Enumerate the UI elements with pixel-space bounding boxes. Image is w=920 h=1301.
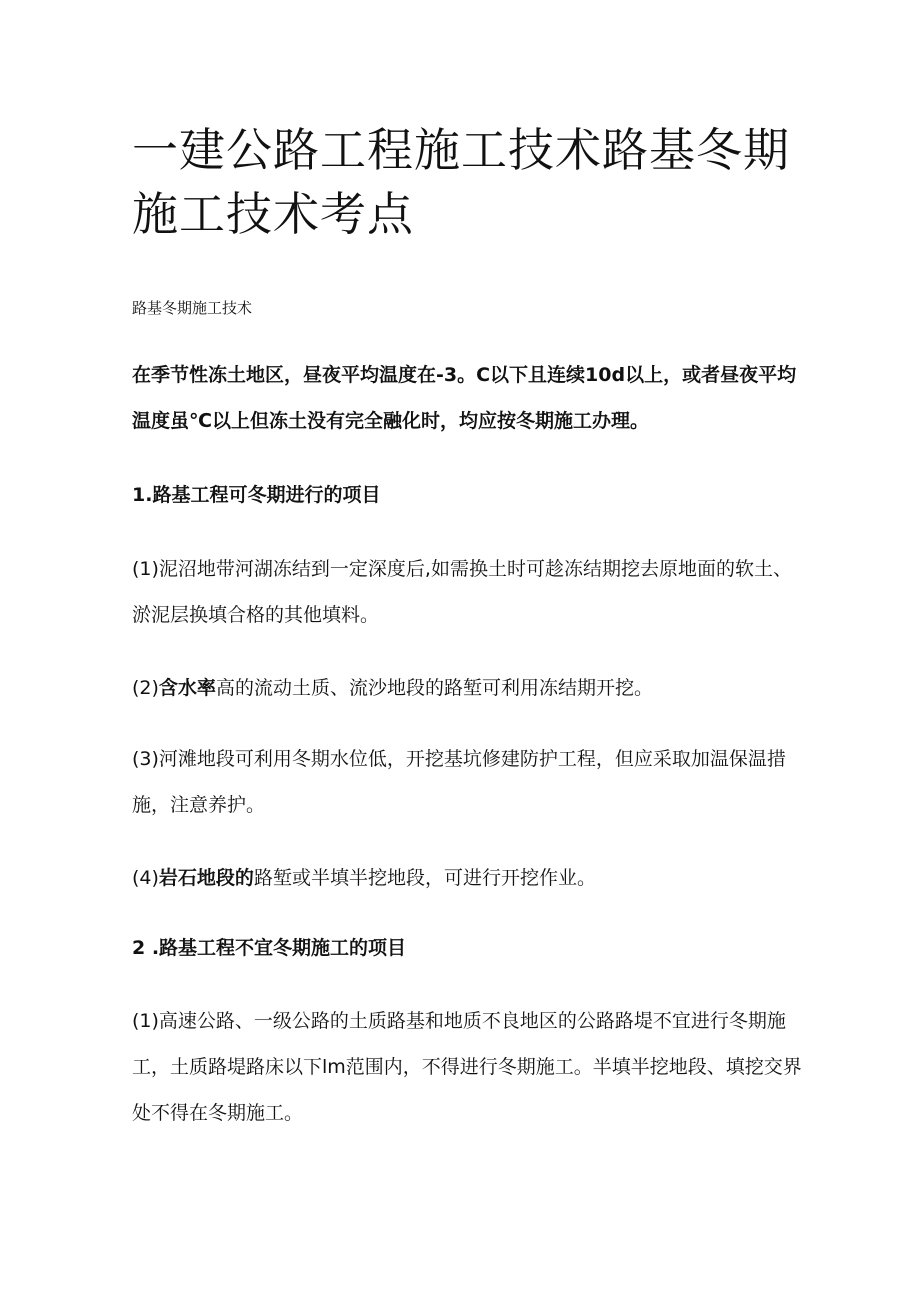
document-title: 一建公路工程施工技术路基冬期施工技术考点: [132, 123, 790, 241]
item-4-text: 路堑或半填半挖地段，可进行开挖作业。: [253, 867, 596, 889]
item-2-bold-term: 含水率: [158, 677, 216, 699]
section-2-item-1: (1)高速公路、一级公路的土质路基和地质不良地区的公路路堤不宜进行冬期施工，土质路堤路床以下lm范围内，不得进行冬期施工。半填半挖地段、填挖交界处不得在冬期施工。: [132, 1010, 802, 1124]
item-4-bold-term: 岩石地段的: [158, 867, 254, 889]
section-2-heading: 2 .路基工程不宜冬期施工的项目: [132, 937, 407, 959]
section-1-item-3: (3)河滩地段可利用冬期水位低，开挖基坑修建防护工程，但应采取加温保温措施，注意养护。: [132, 748, 786, 816]
item-4-number: (4): [132, 867, 159, 889]
section-1-heading: 1.路基工程可冬期进行的项目: [132, 484, 381, 506]
section-1-item-2: [132, 665, 807, 711]
section-1-item-1: (1)泥沼地带河湖冻结到一定深度后,如需换土时可趁冻结期挖去原地面的软土、淤泥层换填合格的其他填料。: [132, 558, 792, 626]
intro-paragraph: 在季节性冻土地区，昼夜平均温度在-3。C以下且连续10d以上，或者昼夜平均温度虽℃以上但冻土没有完全融化时，均应按冬期施工办理。: [132, 364, 797, 432]
item-2-text: 高的流动土质、流沙地段的路堑可利用冻结期开挖。: [215, 677, 653, 699]
document-subtitle: 路基冬期施工技术: [132, 299, 253, 317]
item-2-number: (2): [132, 677, 159, 699]
section-1-item-4: [132, 855, 807, 901]
